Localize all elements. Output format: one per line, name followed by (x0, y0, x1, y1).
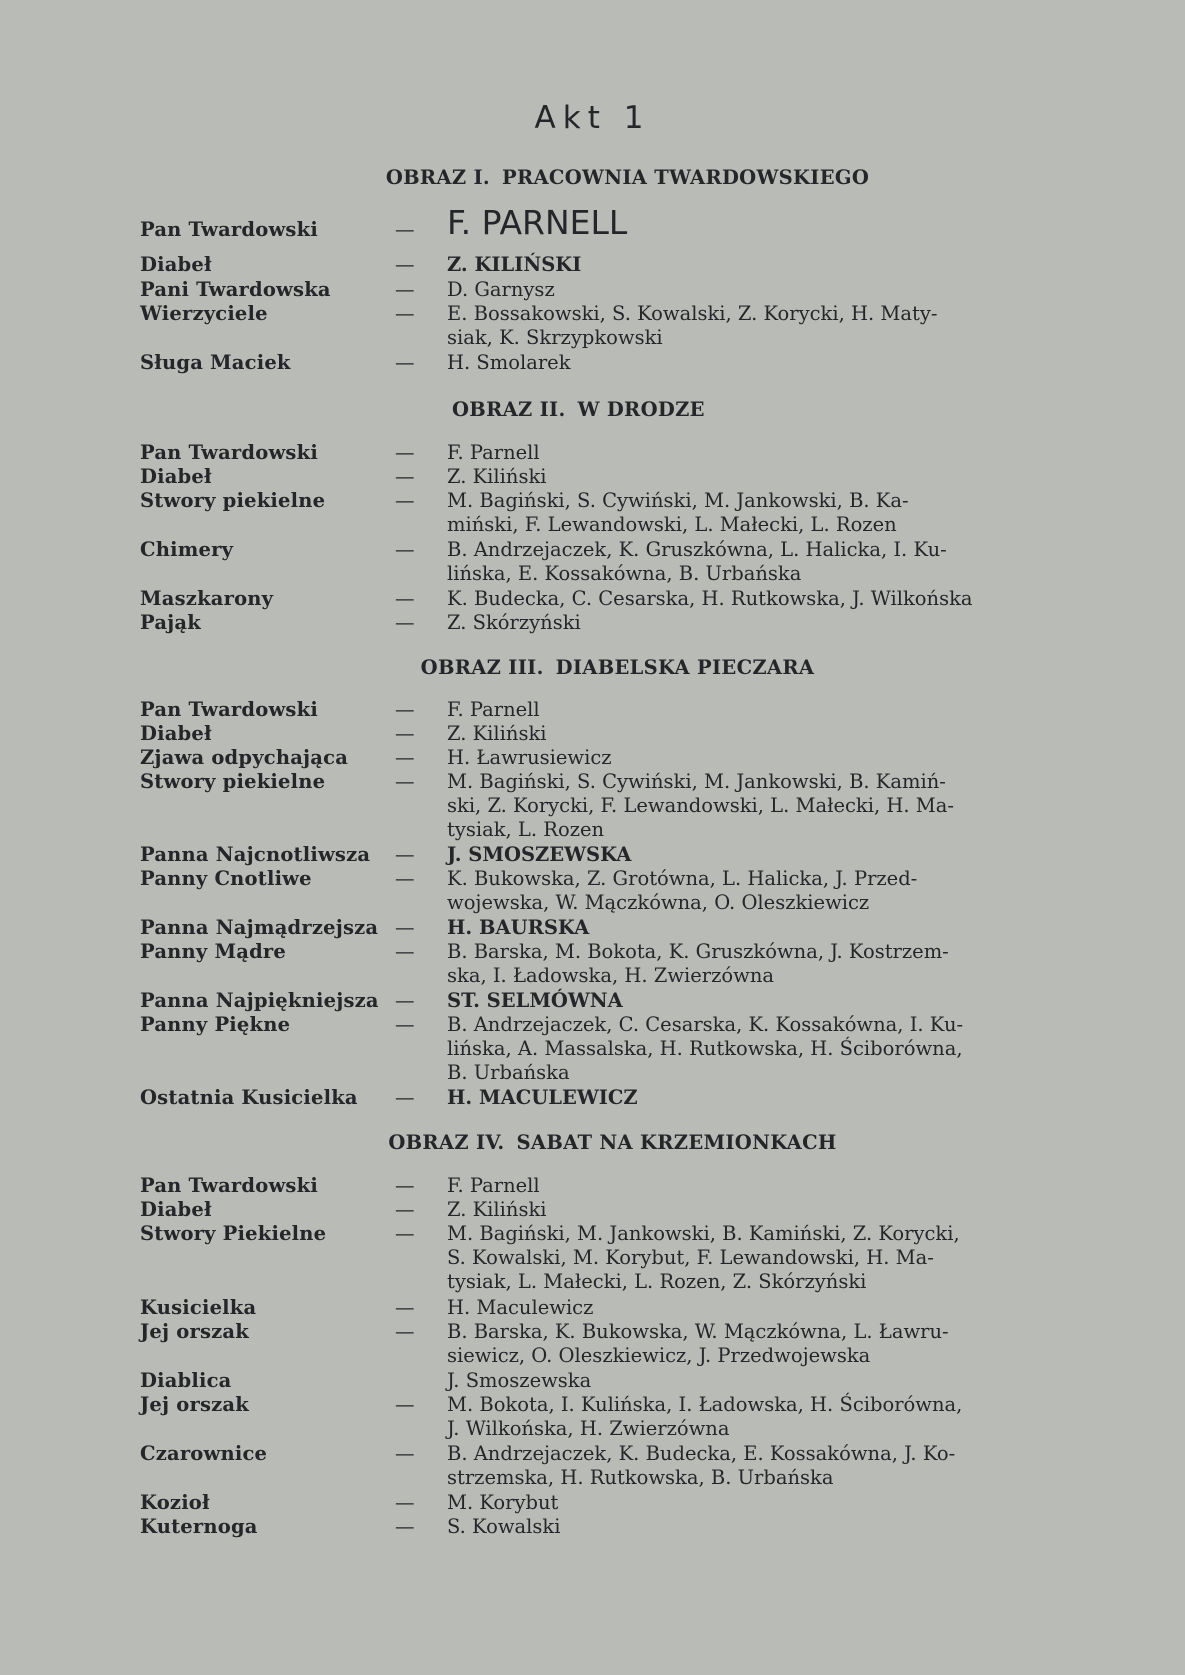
scene-number: OBRAZ III. (420, 656, 544, 679)
performer: D. Garnysz (447, 278, 555, 301)
performer: B. Barska, K. Bukowska, W. Mączkówna, L. Ławru- siewicz, O. Oleszkiewicz, J. Przedwojewska (447, 1320, 949, 1367)
performer: K. Bukowska, Z. Grotówna, L. Halicka, J. Przed- wojewska, W. Mączkówna, O. Oleszkiewicz (447, 867, 918, 914)
dash: — (395, 843, 415, 866)
dash: — (395, 278, 415, 301)
performer: B. Andrzejaczek, K. Gruszkówna, L. Halicka, I. Ku- lińska, E. Kossakówna, B. Urbańska (447, 538, 947, 585)
scene-number: OBRAZ I. (385, 166, 490, 189)
role-name: Sługa Maciek (140, 351, 291, 374)
dash: — (395, 441, 415, 464)
role-name: Stwory piekielne (140, 489, 326, 512)
performer: S. Kowalski (447, 1515, 561, 1538)
dash: — (395, 1491, 415, 1514)
performer: H. MACULEWICZ (447, 1086, 638, 1109)
scene-title: W DRODZE (577, 398, 705, 421)
scene-heading (0, 1131, 1185, 1154)
scene-title: DIABELSKA PIECZARA (555, 656, 815, 679)
role-name: Chimery (140, 538, 234, 561)
scene-heading (0, 656, 1185, 679)
role-name: Pan Twardowski (140, 218, 318, 241)
performer: F. Parnell (447, 1174, 540, 1197)
dash: — (395, 1393, 415, 1416)
dash: — (395, 1174, 415, 1197)
performer: H. Maculewicz (447, 1296, 594, 1319)
dash: — (395, 253, 415, 276)
performer: M. Bagiński, M. Jankowski, B. Kamiński, Z. Korycki, S. Kowalski, M. Korybut, F. Lewandowski, H. Ma- tysiak, L. Małecki, L. Rozen, Z. Skórzyński (447, 1222, 960, 1293)
performer: H. Ławrusiewicz (447, 746, 612, 769)
performer: M. Korybut (447, 1491, 559, 1514)
dash: — (395, 538, 415, 561)
role-name: Panna Najpiękniejsza (140, 989, 379, 1012)
performer: ST. SELMÓWNA (447, 989, 623, 1012)
role-name: Pan Twardowski (140, 698, 318, 721)
performer: Z. Kiliński (447, 722, 547, 745)
role-name: Panny Cnotliwe (140, 867, 312, 890)
performer: E. Bossakowski, S. Kowalski, Z. Korycki, H. Maty- siak, K. Skrzypkowski (447, 302, 938, 349)
dash: — (395, 722, 415, 745)
dash: — (395, 698, 415, 721)
scene-number: OBRAZ IV. (388, 1131, 505, 1154)
role-name: Panna Najmądrzejsza (140, 916, 379, 939)
role-name: Stwory Piekielne (140, 1222, 327, 1245)
scene-title: SABAT NA KRZEMIONKACH (516, 1131, 837, 1154)
dash: — (395, 587, 415, 610)
dash: — (395, 351, 415, 374)
dash: — (395, 302, 415, 325)
performer: B. Barska, M. Bokota, K. Gruszkówna, J. Kostrzem- ska, I. Ładowska, H. Zwierzówna (447, 940, 949, 987)
scene-title: PRACOWNIA TWARDOWSKIEGO (502, 166, 870, 189)
dash: — (395, 1515, 415, 1538)
role-name: Kozioł (140, 1491, 210, 1514)
dash: — (395, 867, 415, 890)
performer: H. Smolarek (447, 351, 571, 374)
performer: Z. Kiliński (447, 465, 547, 488)
dash: — (395, 1198, 415, 1221)
performer: B. Andrzejaczek, K. Budecka, E. Kossakówna, J. Ko- strzemska, H. Rutkowska, B. Urbańska (447, 1442, 956, 1489)
dash: — (395, 1013, 415, 1036)
role-name: Kuternoga (140, 1515, 258, 1538)
dash: — (395, 611, 415, 634)
performer: Z. Kiliński (447, 1198, 547, 1221)
scene-number: OBRAZ II. (452, 398, 566, 421)
dash: — (395, 989, 415, 1012)
role-name: Pan Twardowski (140, 441, 318, 464)
performer: B. Andrzejaczek, C. Cesarska, K. Kossakówna, I. Ku- lińska, A. Massalska, H. Rutkowska, H. Ściborówna, B. Urbańska (447, 1013, 964, 1084)
scene-heading (0, 398, 1185, 421)
performer: J. Smoszewska (447, 1369, 592, 1392)
role-name: Pani Twardowska (140, 278, 331, 301)
role-name: Czarownice (140, 1442, 268, 1465)
dash: — (395, 1442, 415, 1465)
performer: K. Budecka, C. Cesarska, H. Rutkowska, J. Wilkońska (447, 587, 973, 610)
performer: F. Parnell (447, 441, 540, 464)
role-name: Pająk (140, 611, 201, 634)
role-name: Pan Twardowski (140, 1174, 318, 1197)
role-name: Wierzyciele (140, 302, 268, 325)
performer: Z. Skórzyński (447, 611, 581, 634)
performer: Z. KILIŃSKI (447, 253, 582, 276)
role-name: Stwory piekielne (140, 770, 326, 793)
dash: — (395, 916, 415, 939)
scene-heading (0, 166, 1185, 189)
role-name: Diabeł (140, 253, 212, 276)
role-name: Kusicielka (140, 1296, 257, 1319)
role-name: Diablica (140, 1369, 232, 1392)
performer: F. PARNELL (447, 203, 628, 242)
dash: — (395, 940, 415, 963)
role-name: Maszkarony (140, 587, 274, 610)
dash: — (395, 746, 415, 769)
act-title: Akt 1 (534, 100, 651, 136)
role-name: Jej orszak (140, 1393, 249, 1416)
performer: F. Parnell (447, 698, 540, 721)
dash: — (395, 489, 415, 512)
dash: — (395, 1086, 415, 1109)
role-name: Diabeł (140, 722, 212, 745)
role-name: Panny Mądre (140, 940, 286, 963)
performer: M. Bagiński, S. Cywiński, M. Jankowski, B. Kamiń- ski, Z. Korycki, F. Lewandowski, L. Małecki, H. Ma- tysiak, L. Rozen (447, 770, 954, 841)
dash: — (395, 1296, 415, 1319)
role-name: Zjawa odpychająca (140, 746, 349, 769)
role-name: Panny Piękne (140, 1013, 291, 1036)
performer: H. BAURSKA (447, 916, 590, 939)
performer: M. Bokota, I. Kulińska, I. Ładowska, H. Ściborówna, J. Wilkońska, H. Zwierzówna (447, 1393, 963, 1440)
dash: — (395, 465, 415, 488)
role-name: Panna Najcnotliwsza (140, 843, 371, 866)
dash: — (395, 1320, 415, 1343)
dash: — (395, 770, 415, 793)
role-name: Diabeł (140, 1198, 212, 1221)
role-name: Ostatnia Kusicielka (140, 1086, 358, 1109)
dash: — (395, 1222, 415, 1245)
performer: J. SMOSZEWSKA (447, 843, 632, 866)
role-name: Jej orszak (140, 1320, 249, 1343)
dash: — (395, 218, 415, 241)
performer: M. Bagiński, S. Cywiński, M. Jankowski, B. Ka- miński, F. Lewandowski, L. Małecki, L. Rozen (447, 489, 909, 536)
role-name: Diabeł (140, 465, 212, 488)
